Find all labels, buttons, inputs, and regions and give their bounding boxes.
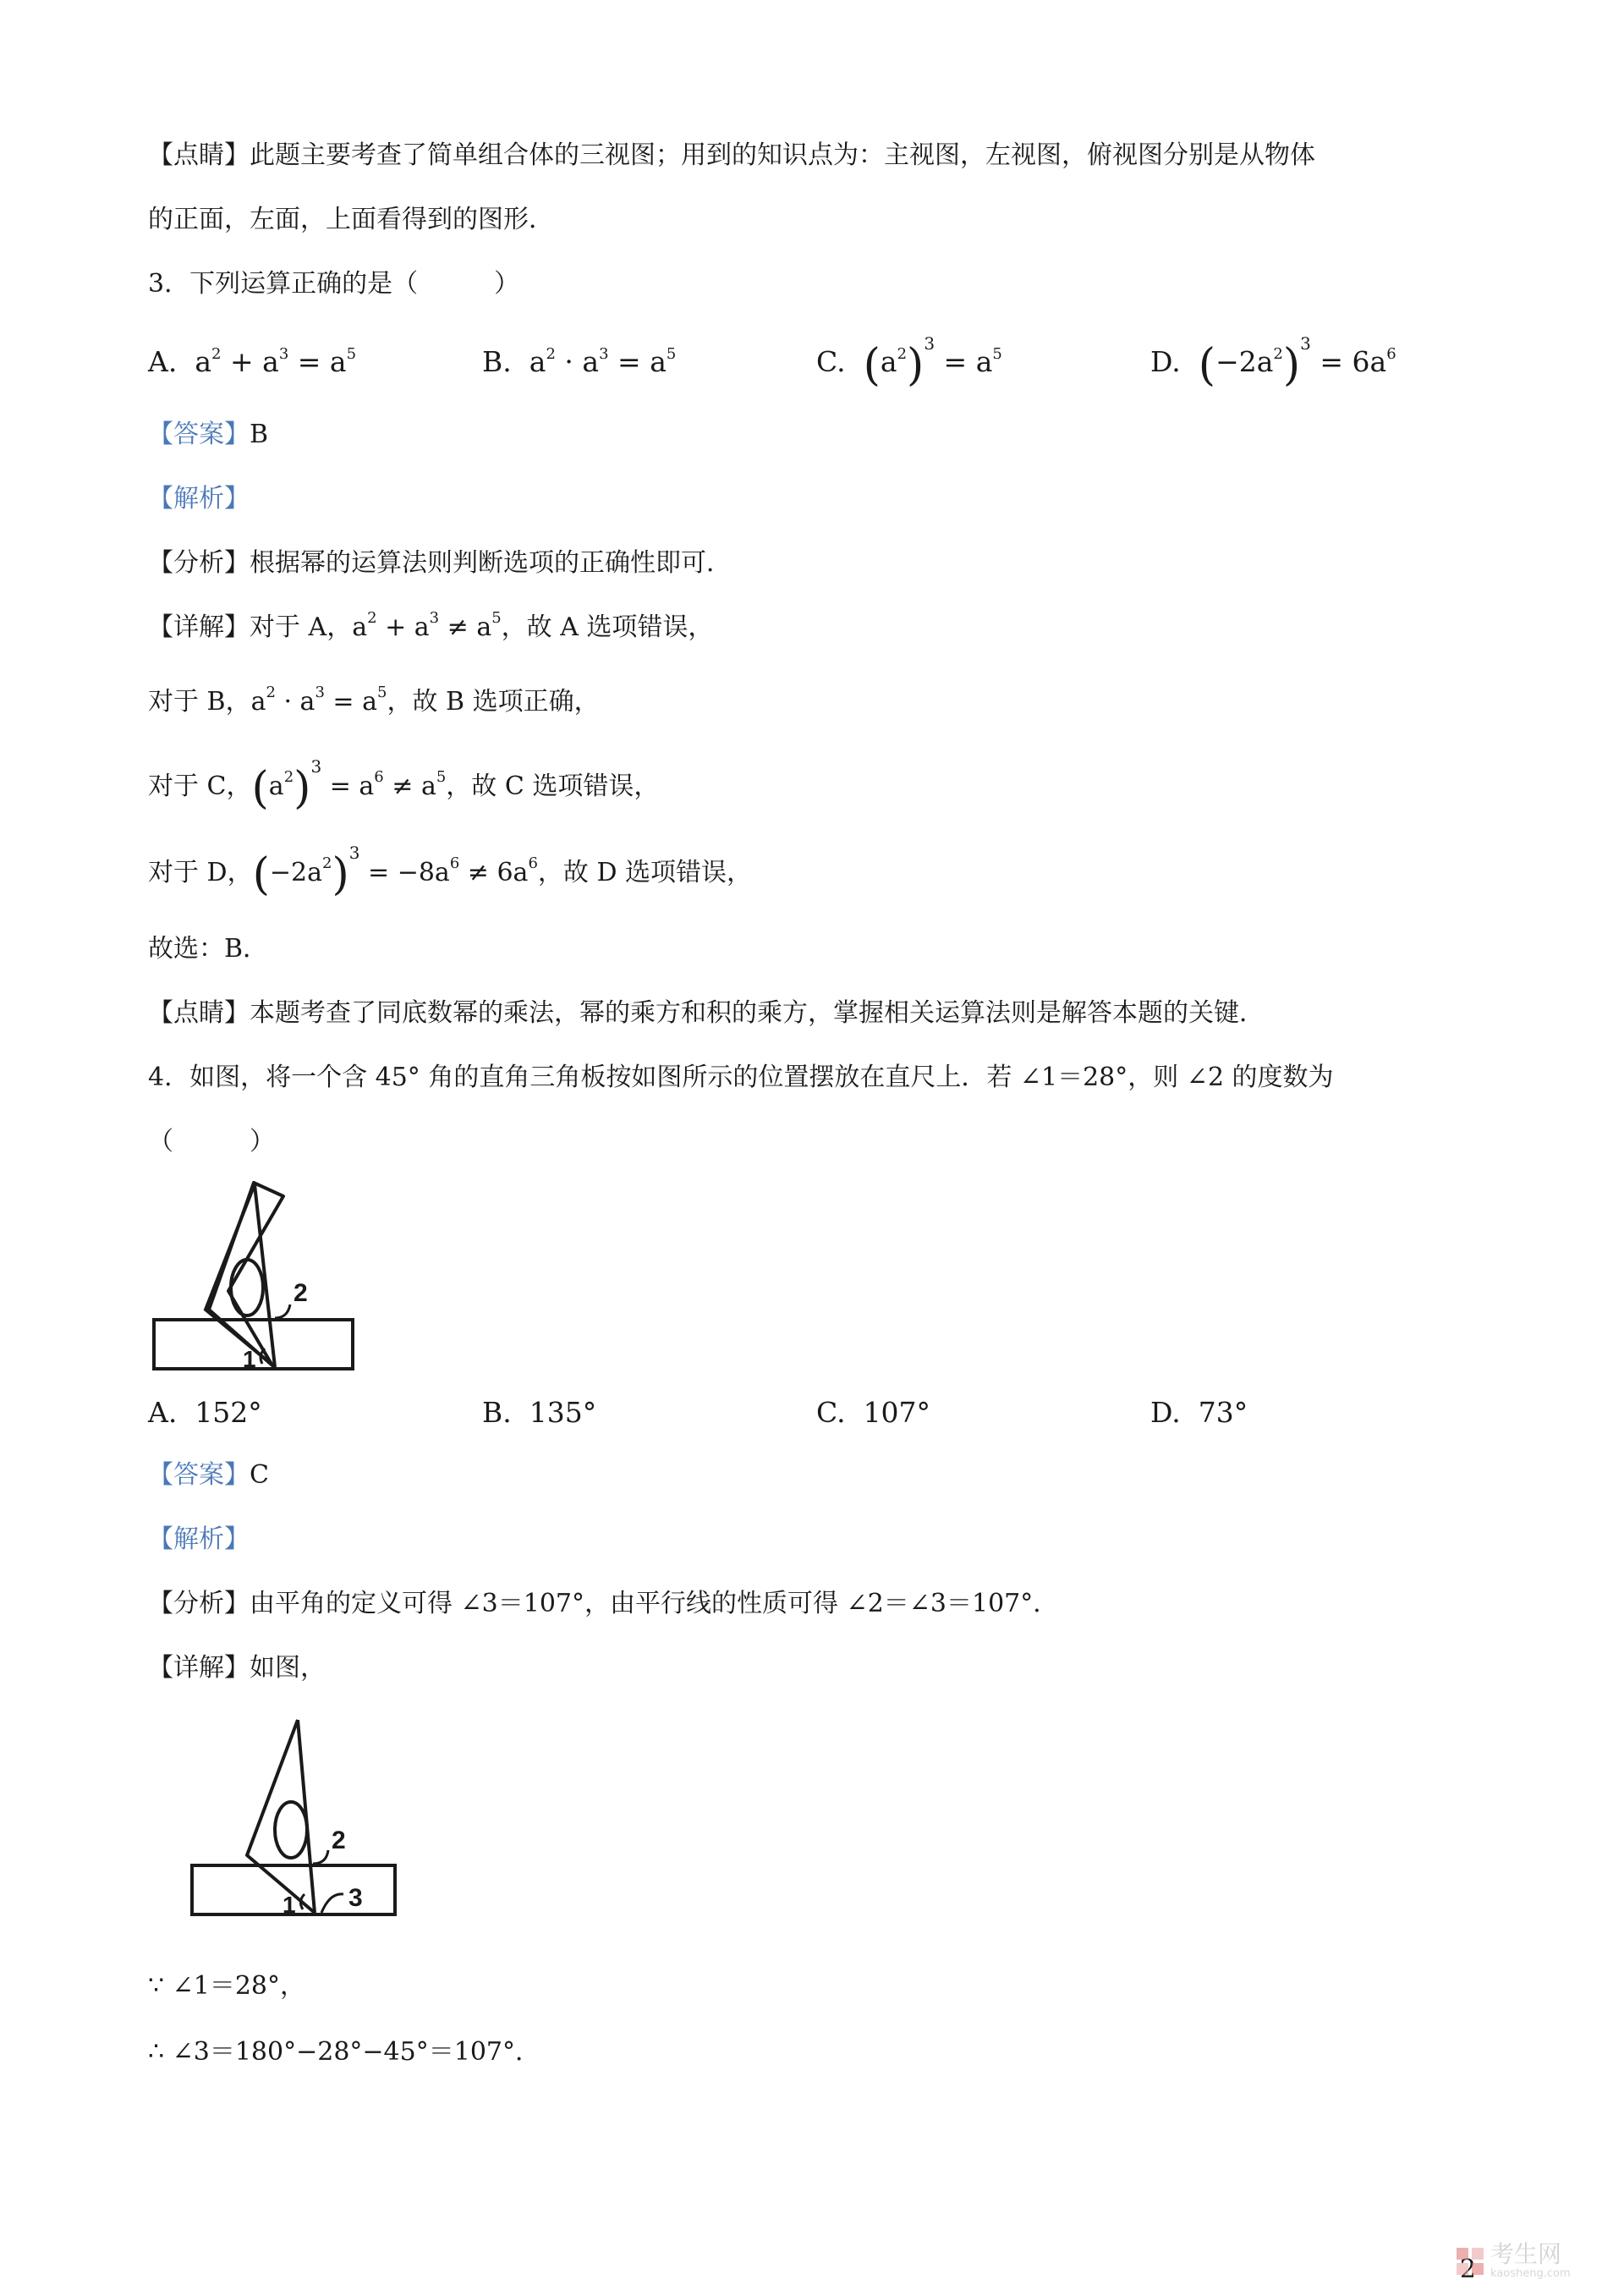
q3-fenxi: 【分析】根据幂的运算法则判断选项的正确性即可． [148, 548, 732, 578]
q3-stem: 3．下列运算正确的是（ ） [148, 269, 520, 299]
q4-option-a: A. 152° [148, 1396, 262, 1429]
q4-because: ∵ ∠1＝28°， [148, 1971, 306, 2001]
q3-analysis-label: 【解析】 [148, 484, 250, 514]
watermark-subtext: kaosheng.com [1490, 2267, 1571, 2280]
figure2-label-2: 2 [332, 1826, 346, 1854]
angle-2-arc [275, 1305, 290, 1318]
watermark [1455, 2242, 1571, 2280]
q2-dianjing-line1: 【点睛】此题主要考查了简单组合体的三视图；用到的知识点为：主视图，左视图，俯视图分别是从物体 [148, 140, 1315, 170]
q3-option-b: B. $a^2 \cdot a^3 = a^5$ [482, 345, 677, 378]
figure1-label-2: 2 [294, 1279, 308, 1307]
set-square-hole [275, 1802, 307, 1858]
q2-dianjing-line2: 的正面，左面，上面看得到的图形． [148, 205, 554, 234]
q3-option-a: A. $a^2 + a^3 = a^5$ [148, 345, 357, 378]
q4-answer: 【答案】C [148, 1460, 269, 1490]
q4-figure-1 [148, 1176, 368, 1379]
q3-xiangjie-a: 【详解】对于 A，$a^2 + a^3 \ne a^5$，故 A 选项错误， [148, 609, 714, 642]
q3-option-d: D. $(-2a^2)^3 = 6a^6$ [1150, 333, 1396, 391]
watermark-logo-icon [1455, 2246, 1485, 2277]
q3-option-c: C. $(a^2)^3 = a^5$ [816, 333, 1002, 391]
watermark-text: 考生网 [1490, 2240, 1562, 2268]
q3-xiangjie-b: 对于 B，$a^2 \cdot a^3 = a^5$，故 B 选项正确， [148, 684, 600, 717]
q4-option-b: B. 135° [482, 1396, 597, 1429]
q4-stem-paren: （ ） [148, 1127, 275, 1156]
q3-conclusion: 故选：B． [148, 934, 269, 964]
figure1-label-1: 1 [243, 1346, 256, 1372]
q4-figure-2 [186, 1713, 406, 1925]
set-square-hole [231, 1260, 263, 1316]
q4-xiangjie: 【详解】如图， [148, 1653, 326, 1683]
q4-option-d: D. 73° [1150, 1396, 1248, 1429]
figure2-label-1: 1 [283, 1892, 296, 1918]
q3-xiangjie-c: 对于 C，$(a^2)^3 = a^6 \ne a^5$，故 C 选项错误， [148, 756, 660, 814]
q4-analysis-label: 【解析】 [148, 1524, 250, 1554]
q4-therefore: ∴ ∠3＝180°−28°−45°＝107°． [148, 2037, 540, 2067]
q4-stem: 4．如图，将一个含 45° 角的直角三角板按如图所示的位置摆放在直尺上．若 ∠1＝28°，则 ∠2 的度数为 [148, 1063, 1334, 1092]
q3-xiangjie-d: 对于 D，$(-2a^2)^3 = -8a^6 \ne 6a^6$，故 D 选项错误， [148, 843, 753, 900]
q3-dianjing: 【点睛】本题考查了同底数幂的乘法，幂的乘方和积的乘方，掌握相关运算法则是解答本题的关键． [148, 998, 1265, 1028]
q4-option-c: C. 107° [816, 1396, 931, 1429]
angle-3-arc [321, 1894, 343, 1913]
figure2-label-3: 3 [348, 1884, 363, 1912]
angle-2-arc [313, 1850, 328, 1864]
q3-answer: 【答案】B [148, 420, 269, 449]
q4-fenxi: 【分析】由平角的定义可得 ∠3＝107°，由平行线的性质可得 ∠2＝∠3＝107°． [148, 1589, 1059, 1618]
